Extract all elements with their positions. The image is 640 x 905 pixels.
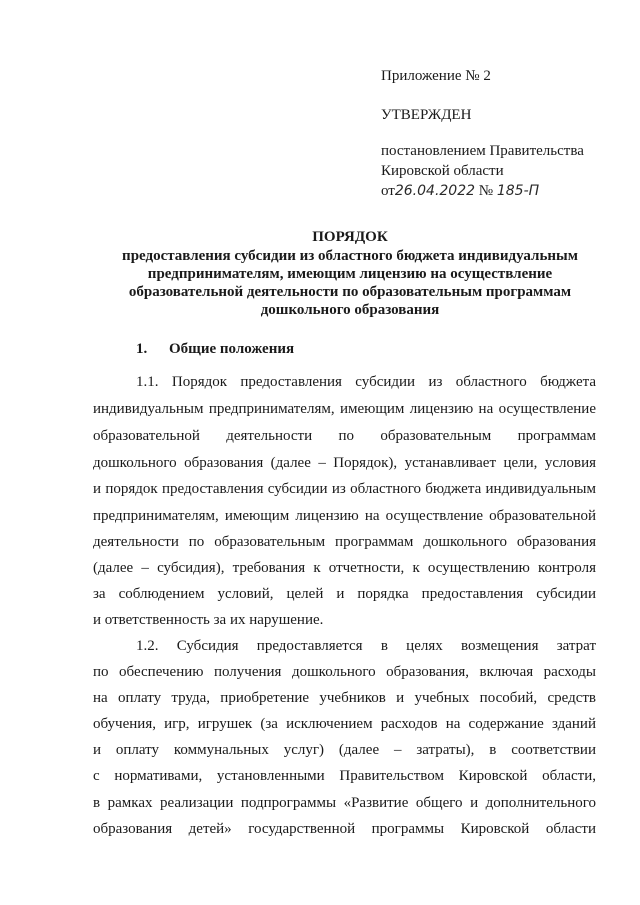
paragraph-2-line: и оплату коммунальных услуг) (далее – затраты), в соответствии	[93, 742, 596, 758]
date-prefix: от	[381, 183, 395, 199]
paragraph-1-line: индивидуальным предпринимателям, имеющим лицензию на осуществление	[93, 401, 596, 417]
paragraph-2-line: по обеспечению получения дошкольного образования, включая расходы	[93, 664, 596, 680]
paragraph-2-line: обучения, игр, игрушек (за исключением расходов на содержание зданий	[93, 716, 596, 732]
title-line: образовательной деятельности по образовательным программам	[128, 284, 572, 300]
paragraph-1-line: образовательной деятельности по образовательным программам	[93, 428, 596, 444]
handwritten-number: 185-П	[496, 183, 540, 199]
paragraph-1-line: дошкольного образования (далее – Порядок), устанавливает цели, условия	[93, 455, 596, 471]
section-heading	[136, 340, 294, 358]
paragraph-1-line: деятельности по образовательным программам дошкольного образования	[93, 534, 596, 550]
paragraph-2-line: с нормативами, установленными Правительством Кировской области,	[93, 768, 596, 784]
decree-line-1: постановлением Правительства	[381, 143, 584, 159]
annex-number: Приложение № 2	[381, 68, 491, 84]
decree-date-line	[381, 181, 621, 201]
paragraph-2-line: на оплату труда, приобретение учебников и учебных пособий, средств	[93, 690, 596, 706]
section-number: 1.	[136, 341, 148, 357]
paragraph-1-line: предпринимателям, имеющим лицензию на осуществление образовательной	[93, 508, 596, 524]
paragraph-1-line: (далее – субсидия), требования к отчетности, к осуществлению контроля	[93, 560, 596, 576]
section-title: Общие положения	[169, 341, 295, 357]
title-line: предоставления субсидии из областного бюджета индивидуальным	[122, 248, 578, 264]
title-main: ПОРЯДОК	[312, 229, 388, 245]
paragraph-2-line: 1.2. Субсидия предоставляется в целях возмещения затрат	[136, 638, 596, 654]
title-line: предпринимателям, имеющим лицензию на осуществление	[147, 266, 553, 282]
paragraph-1-line: и порядок предоставления субсидии из областного бюджета индивидуальным	[93, 481, 596, 497]
title-line: дошкольного образования	[260, 302, 440, 318]
handwritten-date: 26.04.2022	[394, 183, 476, 199]
paragraph-1-line: 1.1. Порядок предоставления субсидии из областного бюджета	[136, 374, 596, 390]
approval-block	[381, 66, 621, 201]
document-title	[100, 228, 600, 319]
paragraph-2-line: образования детей» государственной программы Кировской области	[93, 821, 596, 837]
number-prefix: №	[478, 183, 494, 199]
approved-label: УТВЕРЖДЕН	[381, 107, 472, 123]
decree-line-2: Кировской области	[381, 163, 504, 179]
paragraph-1-line: за соблюдением условий, целей и порядка предоставления субсидии	[93, 586, 596, 602]
paragraph-2-line: в рамках реализации подпрограммы «Развитие общего и дополнительного	[93, 795, 596, 811]
paragraph-1-line: и ответственность за их нарушение.	[93, 612, 324, 628]
